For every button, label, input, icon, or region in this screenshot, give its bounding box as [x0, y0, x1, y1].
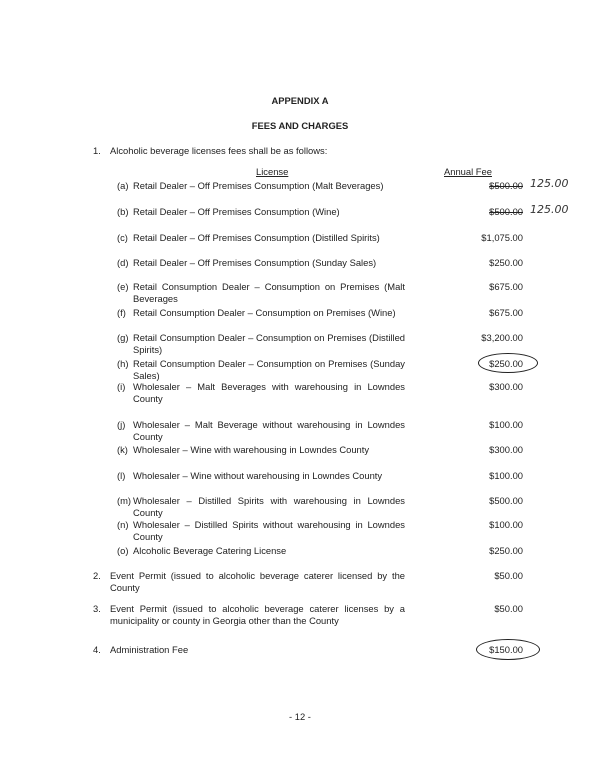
license-text: Wholesaler – Wine without warehousing in Lowndes County: [133, 470, 383, 481]
annual-fee-header: Annual Fee: [444, 166, 492, 177]
license-label: (b): [117, 206, 129, 217]
page-number: - 12 -: [289, 711, 311, 722]
license-label: (e): [117, 281, 129, 292]
license-fee: $500.00: [489, 206, 523, 217]
license-label: (f): [117, 307, 126, 318]
intro-text: Alcoholic beverage licenses fees shall be as follows:: [110, 145, 328, 156]
license-label: (j): [117, 419, 126, 430]
appendix-title: APPENDIX A: [271, 95, 329, 106]
license-text: Wholesaler – Distilled Spirits without warehousing in Lowndes County: [133, 519, 405, 542]
item-number: 2.: [93, 570, 101, 581]
circle-annotation: [478, 353, 538, 373]
item-fee: $50.00: [494, 603, 523, 614]
item-fee: $150.00: [489, 644, 523, 655]
license-fee: $675.00: [489, 307, 523, 318]
item-text: Event Permit (issued to alcoholic beverage caterer licensed by the County: [110, 570, 405, 593]
license-label: (a): [117, 180, 129, 191]
license-text: Retail Consumption Dealer – Consumption on Premises (Distilled Spirits): [133, 332, 405, 355]
license-label: (i): [117, 381, 126, 392]
license-fee: $100.00: [489, 470, 523, 481]
license-fee: $250.00: [489, 257, 523, 268]
section-title: FEES AND CHARGES: [251, 120, 349, 131]
license-label: (g): [117, 332, 129, 343]
handwritten-fee: 125.00: [530, 203, 569, 216]
license-label: (c): [117, 232, 128, 243]
license-text: Retail Consumption Dealer – Consumption on Premises (Wine): [133, 307, 396, 318]
item-fee: $50.00: [494, 570, 523, 581]
circle-annotation: [476, 639, 540, 660]
intro-number: 1.: [93, 145, 101, 156]
license-fee: $300.00: [489, 444, 523, 455]
license-fee: $300.00: [489, 381, 523, 392]
license-text: Retail Dealer – Off Premises Consumption (Wine): [133, 206, 340, 217]
license-fee: $500.00: [489, 180, 523, 191]
license-label: (n): [117, 519, 129, 530]
license-text: Alcoholic Beverage Catering License: [133, 545, 287, 556]
license-fee: $250.00: [489, 358, 523, 369]
item-text: Administration Fee: [110, 644, 189, 655]
license-fee: $1,075.00: [481, 232, 523, 243]
license-label: (l): [117, 470, 126, 481]
handwritten-fee: 125.00: [530, 177, 569, 190]
license-text: Retail Dealer – Off Premises Consumption (Sunday Sales): [133, 257, 377, 268]
license-text: Retail Consumption Dealer – Consumption on Premises (Sunday Sales): [133, 358, 405, 381]
license-fee: $500.00: [489, 495, 523, 506]
license-text: Wholesaler – Malt Beverage without warehousing in Lowndes County: [133, 419, 405, 442]
license-text: Wholesaler – Wine with warehousing in Lowndes County: [133, 444, 370, 455]
item-number: 3.: [93, 603, 101, 614]
license-text: Wholesaler – Malt Beverages with warehousing in Lowndes County: [133, 381, 405, 404]
license-label: (d): [117, 257, 129, 268]
item-text: Event Permit (issued to alcoholic beverage caterer licenses by a municipality or county in Georgia other than the County: [110, 603, 405, 626]
item-number: 4.: [93, 644, 101, 655]
license-text: Retail Dealer – Off Premises Consumption (Malt Beverages): [133, 180, 384, 191]
license-text: Retail Consumption Dealer – Consumption on Premises (Malt Beverages: [133, 281, 405, 304]
license-header: License: [256, 166, 289, 177]
license-text: Retail Dealer – Off Premises Consumption (Distilled Spirits): [133, 232, 380, 243]
license-label: (o): [117, 545, 129, 556]
license-fee: $100.00: [489, 419, 523, 430]
license-fee: $3,200.00: [481, 332, 523, 343]
license-label: (m): [117, 495, 132, 506]
license-fee: $100.00: [489, 519, 523, 530]
license-text: Wholesaler – Distilled Spirits with warehousing in Lowndes County: [133, 495, 405, 518]
license-label: (h): [117, 358, 129, 369]
license-fee: $250.00: [489, 545, 523, 556]
license-fee: $675.00: [489, 281, 523, 292]
license-label: (k): [117, 444, 128, 455]
